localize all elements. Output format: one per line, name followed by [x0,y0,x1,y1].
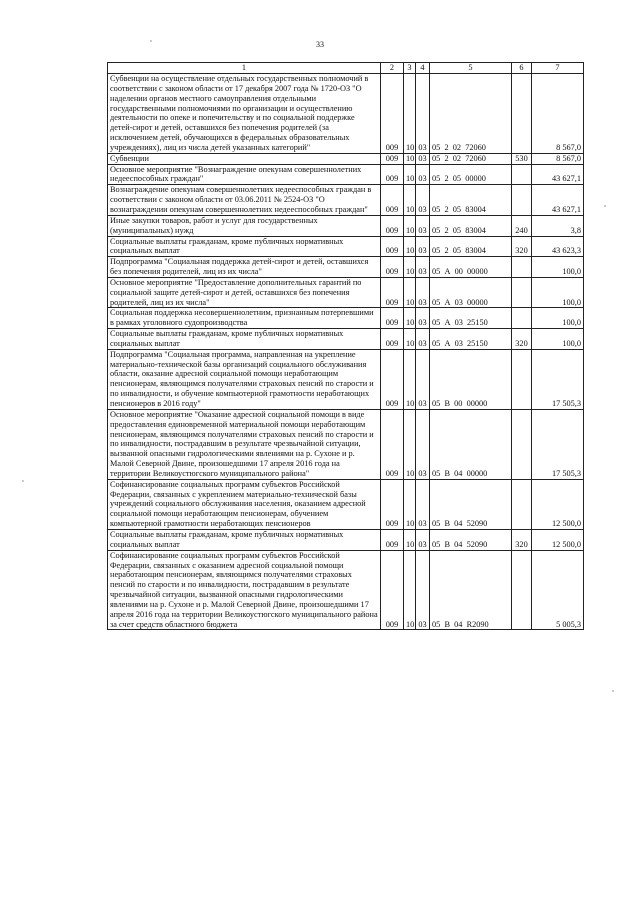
row-code-target-article: 05 2 02 72060 [430,153,512,164]
table-row [108,257,584,278]
header-col-4: 4 [416,63,430,74]
row-code-subsection: 03 [416,277,430,308]
header-col-2: 2 [381,63,404,74]
row-amount: 17 505,3 [532,349,584,409]
row-code-subsection: 03 [416,529,430,550]
row-name: Социальные выплаты гражданам, кроме публичных нормативных социальных выплат [108,329,381,350]
row-code-section: 10 [404,74,416,154]
row-code-target-article: 05 В 04 R2090 [430,550,512,630]
scan-speck [612,690,614,692]
row-code-subsection: 03 [416,550,430,630]
row-code-target-article: 05 2 05 83004 [430,215,512,236]
row-amount: 43 627,1 [532,164,584,185]
row-code-target-article: 05 В 04 00000 [430,409,512,479]
row-amount: 100,0 [532,257,584,278]
row-name: Подпрограмма "Социальная программа, направленная на укрепление материально-технической базы организаций социального обслуживания области, оказание адресной социальной помощи неработающим пенсионерам, являющимся получателями страховых пенсий по старости и по инвалидности, и обучение компьютерной грамотности неработающих пенсионеров в 2016 году" [108,349,381,409]
table-row [108,185,584,216]
row-name: Субвенции [108,153,381,164]
row-code-expense-type [512,409,532,479]
row-code-target-article: 05 2 05 00000 [430,164,512,185]
row-name: Иные закупки товаров, работ и услуг для государственных (муниципальных) нужд [108,215,381,236]
table-row [108,409,584,479]
table-row [108,349,584,409]
row-code-section: 10 [404,329,416,350]
table-row [108,308,584,329]
row-amount: 100,0 [532,308,584,329]
header-row [108,63,584,74]
row-code-expense-type [512,257,532,278]
row-code-expense-type [512,479,532,529]
row-code-target-article: 05 2 05 83004 [430,185,512,216]
row-code-section: 10 [404,409,416,479]
table-row [108,215,584,236]
table-row [108,74,584,154]
row-amount: 5 005,3 [532,550,584,630]
table-row [108,529,584,550]
row-code-target-article: 05 А 03 25150 [430,308,512,329]
row-code-section: 10 [404,529,416,550]
row-amount: 17 505,3 [532,409,584,479]
row-code-target-article: 05 А 03 00000 [430,277,512,308]
row-name: Вознаграждение опекунам совершеннолетних недееспособных граждан в соответствии с законом области от 03.06.2011 № 2524-ОЗ "О вознаграждении опекунам совершеннолетних недееспособных граждан" [108,185,381,216]
row-code-ministry: 009 [381,74,404,154]
row-code-expense-type [512,185,532,216]
row-name: Подпрограмма "Социальная поддержка детей-сирот и детей, оставшихся без попечения родителей, лиц из их числа" [108,257,381,278]
row-code-section: 10 [404,164,416,185]
row-code-expense-type [512,550,532,630]
row-code-ministry: 009 [381,308,404,329]
row-name: Социальные выплаты гражданам, кроме публичных нормативных социальных выплат [108,529,381,550]
row-code-ministry: 009 [381,153,404,164]
row-name: Основное мероприятие "Оказание адресной социальной помощи в виде предоставления единовременной материальной помощи неработающим пенсионерам, являющимся получателями страховых пенсий по старости и по инвалидности, пострадавшим в результате чрезвычайной ситуации, вызванной опасными гидрологическими явлениями на р. Сухоне и р. Малой Северной Двине, произошедшими 17 апреля 2016 года на территории Великоустюгского муниципального района" [108,409,381,479]
row-code-ministry: 009 [381,236,404,257]
row-code-ministry: 009 [381,277,404,308]
row-code-target-article: 05 2 02 72060 [430,74,512,154]
row-code-expense-type: 320 [512,529,532,550]
row-amount: 12 500,0 [532,479,584,529]
row-amount: 3,8 [532,215,584,236]
table-row [108,550,584,630]
row-code-subsection: 03 [416,215,430,236]
row-code-section: 10 [404,277,416,308]
row-code-ministry: 009 [381,479,404,529]
row-code-section: 10 [404,349,416,409]
row-code-target-article: 05 А 00 00000 [430,257,512,278]
header-col-7: 7 [532,63,584,74]
row-amount: 12 500,0 [532,529,584,550]
table-row [108,277,584,308]
table-row [108,236,584,257]
row-name: Основное мероприятие "Вознаграждение опекунам совершеннолетних недееспособных граждан" [108,164,381,185]
table-row [108,164,584,185]
row-code-section: 10 [404,479,416,529]
row-code-subsection: 03 [416,349,430,409]
row-name: Субвенции на осуществление отдельных государственных полномочий в соответствии с законом области от 17 декабря 2007 года № 1720-ОЗ "О наделении органов местного самоуправления отдельными государственными полномочиями по организации и осуществлению деятельности по опеке и попечительству и по социальной поддержке детей-сирот и детей, оставшихся без попечения родителей (за исключением детей, обучающихся в федеральных образовательных учреждениях), лиц из числа детей указанных категорий" [108,74,381,154]
row-code-subsection: 03 [416,479,430,529]
row-code-target-article: 05 2 05 83004 [430,236,512,257]
row-amount: 8 567,0 [532,74,584,154]
row-code-expense-type [512,349,532,409]
row-code-subsection: 03 [416,329,430,350]
row-code-ministry: 009 [381,529,404,550]
row-code-section: 10 [404,257,416,278]
row-code-expense-type: 240 [512,215,532,236]
row-code-expense-type: 320 [512,236,532,257]
row-code-subsection: 03 [416,236,430,257]
scan-speck [150,40,152,42]
row-code-subsection: 03 [416,409,430,479]
header-col-1: 1 [108,63,381,74]
row-code-subsection: 03 [416,164,430,185]
row-code-subsection: 03 [416,185,430,216]
row-code-expense-type: 530 [512,153,532,164]
table-row [108,153,584,164]
row-code-ministry: 009 [381,257,404,278]
row-code-expense-type: 320 [512,329,532,350]
row-code-subsection: 03 [416,74,430,154]
row-code-ministry: 009 [381,164,404,185]
table-row [108,479,584,529]
row-code-subsection: 03 [416,153,430,164]
row-amount: 100,0 [532,329,584,350]
table-row [108,329,584,350]
row-code-expense-type [512,308,532,329]
row-code-target-article: 05 В 00 00000 [430,349,512,409]
row-code-target-article: 05 В 04 52090 [430,479,512,529]
budget-table [107,62,584,630]
row-name: Основное мероприятие "Предоставление дополнительных гарантий по социальной защите детей-сирот и детей, оставшихся без попечения родителей, лиц из их числа" [108,277,381,308]
row-code-section: 10 [404,550,416,630]
row-name: Социальные выплаты гражданам, кроме публичных нормативных социальных выплат [108,236,381,257]
page-number: 33 [316,40,324,49]
row-code-target-article: 05 В 04 52090 [430,529,512,550]
row-code-ministry: 009 [381,409,404,479]
row-code-section: 10 [404,185,416,216]
row-amount: 100,0 [532,277,584,308]
row-code-subsection: 03 [416,308,430,329]
row-amount: 43 623,3 [532,236,584,257]
row-amount: 43 627,1 [532,185,584,216]
row-code-ministry: 009 [381,329,404,350]
row-code-section: 10 [404,236,416,257]
row-name: Социальная поддержка несовершеннолетним, признанным потерпевшими в рамках уголовного судопроизводства [108,308,381,329]
row-code-section: 10 [404,308,416,329]
header-col-6: 6 [512,63,532,74]
row-code-ministry: 009 [381,215,404,236]
row-code-section: 10 [404,153,416,164]
scan-speck [22,480,24,482]
row-code-subsection: 03 [416,257,430,278]
row-code-expense-type [512,277,532,308]
row-code-ministry: 009 [381,185,404,216]
scan-speck [604,205,606,207]
row-name: Софинансирование социальных программ субъектов Российской Федерации, связанных с оказанием адресной социальной помощи неработающим пенсионерам, являющимся получателями страховых пенсий по старости и по инвалидности, пострадавшим в результате чрезвычайной ситуации, вызванной опасными гидрологическими явлениями на р. Сухоне и р. Малой Северной Двине, произошедшими 17 апреля 2016 года на территории Великоустюгского муниципального района за счет средств областного бюджета [108,550,381,630]
header-col-3: 3 [404,63,416,74]
row-code-ministry: 009 [381,349,404,409]
row-name: Софинансирование социальных программ субъектов Российской Федерации, связанных с укреплением материально-технической базы учреждений социального обслуживания населения, оказанием адресной социальной помощи неработающим пенсионерам, обучением компьютерной грамотности неработающих пенсионеров [108,479,381,529]
row-amount: 8 567,0 [532,153,584,164]
row-code-expense-type [512,74,532,154]
row-code-target-article: 05 А 03 25150 [430,329,512,350]
header-col-5: 5 [430,63,512,74]
row-code-section: 10 [404,215,416,236]
row-code-expense-type [512,164,532,185]
row-code-ministry: 009 [381,550,404,630]
